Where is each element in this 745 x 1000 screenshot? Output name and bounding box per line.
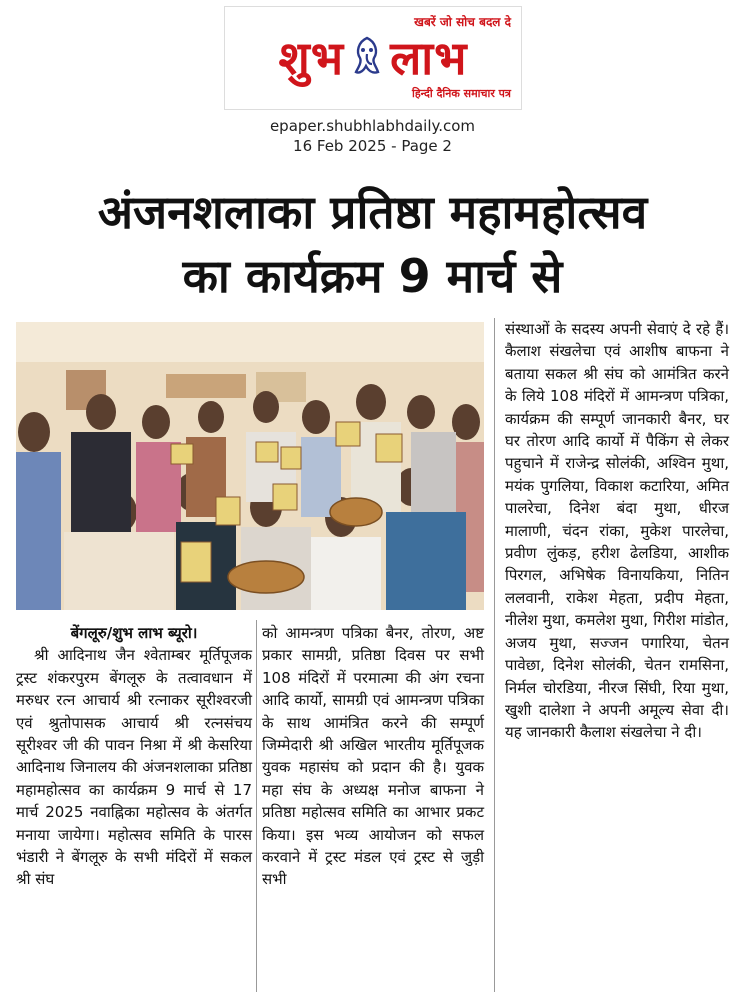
article-column-3: संस्थाओं के सदस्य अपनी सेवाएं दे रहे हैं। कैलाश संखलेचा एवं आशीष बाफना ने बताया सकल श्री संघ को आमंत्रित करने के लिये 108 मंदिरों में आमन्त्रण पत्रिका, कार्यक्रम की सम्पूर्ण जानकारी बैनर, घर घर तोरण आदि कार्यो में पैकिंग से लेकर पहुचाने में राजेन्द्र सोलंकी, अश्विन मुथा, मयंक पुगलिया, विकाश कटारिया, अमित पालरेचा, दिनेश बंदा मुथा, धीरज मालाणी, चंदन रांका, मुकेश पारलेचा, प्रवीण लुंकड़, हरीश ढेलडिया, आशीक पिरगल, अभिषेक विनायकिया, नितिन ललवानी, राकेश मेहता, प्रदीप मेहता, नीलेश मुथा, कमलेश मुथा, गिरीश मांडोत, अजय मुथा, सज्जन पगारिया, चेतन पावेछा, दिनेश सोलंकी, चेतन रामसिना, निर्मल चोरडिया, नीरज सिंघी, रिया मुथा, खुशी दालेशा ने अपनी अमूल्य सेवा दी। यह जानकारी कैलाश संखलेचा ने दी। — [505, 320, 729, 742]
ganesha-logo-icon — [350, 34, 384, 80]
masthead-tagline: खबरें जो सोच बदल दे — [414, 15, 511, 29]
source-date-page: 16 Feb 2025 - Page 2 — [293, 137, 452, 155]
column-divider — [494, 318, 495, 992]
source-url: epaper.shubhlabhdaily.com — [269, 117, 476, 135]
article-column-1 — [16, 622, 252, 891]
article-photo — [16, 322, 484, 610]
brand-logo — [233, 25, 513, 89]
article-column-2: को आमन्त्रण पत्रिका बैनर, तोरण, अष्ट प्रकार सामग्री, प्रतिष्ठा दिवस पर सभी 108 मंदिरों में परमात्मा की अंग रचना आदि कार्यो, सामग्री एवं आमन्त्रण पत्रिका के साथ आमंत्रित करने की सम्पूर्ण जिम्मेदारी श्री अखिल भारतीय मूर्तिपूजक युवक महासंघ को प्रदान की है। युवक महा संघ के अध्यक्ष मनोज बाफना ने प्रतिष्ठा महोत्सव समिति का आभार प्रकट किया। इस भव्य आयोजन को सफल करवाने में ट्रस्ट मंडल एवं ट्रस्ट से जुड़ी सभी — [262, 624, 484, 889]
article-dateline: बेंगलूरु/शुभ लाभ ब्यूरो। — [70, 624, 198, 642]
brand-left: शुभ — [278, 31, 345, 85]
masthead — [224, 6, 522, 110]
article-col1-text: श्री आदिनाथ जैन श्वेताम्बर मूर्तिपूजक ट्रस्ट शंकरपुरम बेंगलूरु के तत्वावधान में मरुधर रत्न आचार्य श्री रत्नाकर सूरीश्वरजी एवं श्रुतोपासक आचार्य श्री रत्नसंचय सूरीश्वर जी की पावन निश्रा में श्री केसरिया आदिनाथ जिनालय की अंजनशलाका प्रतिष्ठा महामहोत्सव का कार्यक्रम 9 मार्च से 17 मार्च 2025 नवाह्निका महोत्सव के अंतर्गत मनाया जायेगा। महोत्सव समिति के पारस भंडारी ने बेंगलूरु के सभी मंदिरों में सकल श्री संघ — [16, 646, 252, 889]
brand-right: लाभ — [390, 31, 468, 85]
masthead-subtag: हिन्दी दैनिक समाचार पत्र — [411, 87, 511, 100]
column-divider — [256, 620, 257, 992]
headline-line1: अंजनशलाका प्रतिष्ठा महामहोत्सव — [97, 185, 648, 239]
article-headline — [6, 180, 739, 308]
headline-line2: का कार्यक्रम 9 मार्च से — [182, 249, 563, 303]
source-info — [0, 116, 745, 156]
